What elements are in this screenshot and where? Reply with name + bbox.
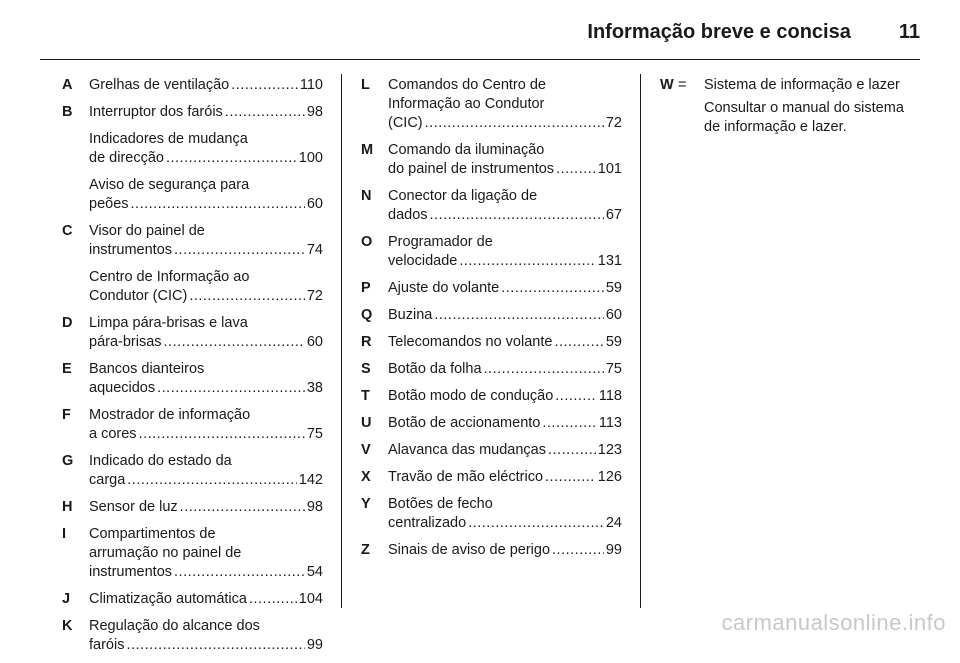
entry-letter: E xyxy=(62,361,72,377)
dot-leader xyxy=(189,287,305,306)
dot-leader xyxy=(434,306,604,325)
legend-entry xyxy=(62,76,323,95)
legend-entry xyxy=(62,452,323,490)
entry-letter: J xyxy=(62,591,71,607)
entry-leader-line xyxy=(89,379,323,398)
entry-letter: I xyxy=(62,526,67,542)
dot-leader xyxy=(249,590,297,609)
page-reference: 142 xyxy=(298,472,323,488)
entry-body xyxy=(89,176,323,214)
page-reference: 131 xyxy=(597,253,622,269)
entry-body xyxy=(89,360,323,398)
entry-body xyxy=(89,222,323,260)
dot-leader xyxy=(545,468,596,487)
legend-entry xyxy=(62,406,323,444)
entry-leader-line xyxy=(89,636,323,655)
entry-body xyxy=(388,333,622,352)
dot-leader xyxy=(484,360,604,379)
legend-column-1 xyxy=(62,76,323,663)
entry-body xyxy=(388,187,622,225)
page-reference: 54 xyxy=(306,564,323,580)
entry-label: Buzina xyxy=(388,307,433,323)
entry-leader-line xyxy=(89,471,323,490)
entry-body xyxy=(388,306,622,325)
entry-leader-line xyxy=(388,279,622,298)
entry-label: Interruptor dos faróis xyxy=(89,104,223,120)
entry-letter: T xyxy=(361,388,370,404)
entry-body xyxy=(89,452,323,490)
entry-letter: N xyxy=(361,188,372,204)
entry-label: instrumentos xyxy=(89,564,173,580)
entry-label: (CIC) xyxy=(388,115,423,131)
entry-leader-line xyxy=(89,425,323,444)
entry-text-line: Mostrador de informação xyxy=(89,407,251,423)
entry-text-line: Aviso de segurança para xyxy=(89,177,250,193)
entry-body xyxy=(388,387,622,406)
entry-leader-line xyxy=(388,306,622,325)
legend-column-2 xyxy=(361,76,622,568)
entry-body xyxy=(89,525,323,582)
legend-entry xyxy=(361,541,622,560)
dot-leader xyxy=(548,441,596,460)
entry-text-line: Programador de xyxy=(388,234,493,250)
page-reference: 113 xyxy=(598,415,622,431)
entry-text-line: Bancos dianteiros xyxy=(89,361,205,377)
dot-leader xyxy=(430,206,604,225)
legend-entry xyxy=(62,360,323,398)
entry-leader-line xyxy=(388,160,622,179)
entry-leader-line xyxy=(89,498,323,517)
page-reference: 60 xyxy=(306,196,323,212)
entry-leader-line xyxy=(388,387,622,406)
entry-letter: P xyxy=(361,280,371,296)
dot-leader xyxy=(552,541,604,560)
entry-body xyxy=(388,360,622,379)
legend-entry xyxy=(361,495,622,533)
entry-letter: W xyxy=(660,77,674,93)
entry-body xyxy=(89,314,323,352)
entry-label: Botão da folha xyxy=(388,361,482,377)
dot-leader xyxy=(157,379,305,398)
page-title: Informação breve e concisa xyxy=(587,20,851,43)
entry-label: dados xyxy=(388,207,428,223)
page-reference: 101 xyxy=(597,161,622,177)
entry-body xyxy=(388,541,622,560)
entry-leader-line xyxy=(89,333,323,352)
entry-text-line: Comando da iluminação xyxy=(388,142,545,158)
legend-entry xyxy=(361,76,622,133)
legend-entry xyxy=(62,617,323,655)
dot-leader xyxy=(131,195,305,214)
page-reference: 75 xyxy=(306,426,323,442)
page-reference: 59 xyxy=(605,280,622,296)
legend-entry xyxy=(62,525,323,582)
dot-leader xyxy=(425,114,604,133)
dot-leader xyxy=(555,387,597,406)
entry-text-line: Informação ao Condutor xyxy=(388,96,545,112)
page-reference: 74 xyxy=(306,242,323,258)
legend-entry xyxy=(361,141,622,179)
entry-leader-line xyxy=(388,333,622,352)
legend-entry xyxy=(62,130,323,168)
dot-leader xyxy=(459,252,595,271)
entry-label: a cores xyxy=(89,426,137,442)
entry-description: Consultar o manual do sistema de informação e lazer. xyxy=(704,100,904,135)
entry-letter: K xyxy=(62,618,73,634)
entry-leader-line xyxy=(89,76,323,95)
dot-leader xyxy=(166,149,297,168)
page-reference: 60 xyxy=(605,307,622,323)
entry-text-line: Botões de fecho xyxy=(388,496,493,512)
entry-label: faróis xyxy=(89,637,125,653)
dot-leader xyxy=(126,636,304,655)
entry-body xyxy=(388,233,622,271)
page-reference: 126 xyxy=(597,469,622,485)
legend-entry xyxy=(361,187,622,225)
entry-body xyxy=(388,279,622,298)
entry-label: Botão de accionamento xyxy=(388,415,541,431)
page-reference: 72 xyxy=(306,288,323,304)
entry-leader-line xyxy=(89,590,323,609)
page-reference: 72 xyxy=(605,115,622,131)
dot-leader xyxy=(174,563,305,582)
entry-label: centralizado xyxy=(388,515,467,531)
dot-leader xyxy=(554,333,603,352)
entry-label: do painel de instrumentos xyxy=(388,161,555,177)
entry-letter: M xyxy=(361,142,374,158)
page-reference: 75 xyxy=(605,361,622,377)
entry-leader-line xyxy=(388,114,622,133)
entry-body xyxy=(89,103,323,122)
entry-text-line: Centro de Informação ao xyxy=(89,269,250,285)
entry-leader-line xyxy=(388,252,622,271)
dot-leader xyxy=(501,279,604,298)
dot-leader xyxy=(180,498,305,517)
entry-letter: Q xyxy=(361,307,373,323)
entry-letter xyxy=(62,130,89,168)
entry-label: Climatização automática xyxy=(89,591,247,607)
legend-entry xyxy=(361,468,622,487)
entry-label: Condutor (CIC) xyxy=(89,288,188,304)
page-reference: 59 xyxy=(605,334,622,350)
entry-body xyxy=(89,406,323,444)
dot-leader xyxy=(139,425,305,444)
entry-letter xyxy=(62,268,89,306)
entry-letter: A xyxy=(62,77,73,93)
dot-leader xyxy=(542,414,597,433)
entry-label: Ajuste do volante xyxy=(388,280,500,296)
legend-entry xyxy=(62,314,323,352)
entry-letter: R xyxy=(361,334,372,350)
legend-entry xyxy=(62,222,323,260)
entry-label: Telecomandos no volante xyxy=(388,334,553,350)
entry-text-line: Indicadores de mudança xyxy=(89,131,248,147)
legend-entry xyxy=(361,233,622,271)
entry-letter: Z xyxy=(361,542,370,558)
entry-leader-line xyxy=(388,414,622,433)
dot-leader xyxy=(164,333,305,352)
dot-leader xyxy=(556,160,596,179)
entry-body xyxy=(89,498,323,517)
entry-leader-line xyxy=(89,563,323,582)
entry-text-line: Regulação do alcance dos xyxy=(89,618,260,634)
entry-letter xyxy=(62,176,89,214)
page-reference: 24 xyxy=(605,515,622,531)
legend-entry xyxy=(62,176,323,214)
page-number: 11 xyxy=(898,20,920,43)
entry-text-line: arrumação no painel de xyxy=(89,545,242,561)
page-header xyxy=(587,14,920,50)
entry-label: Grelhas de ventilação xyxy=(89,77,230,93)
legend-entry xyxy=(361,360,622,379)
entry-leader-line xyxy=(89,103,323,122)
page-reference: 118 xyxy=(598,388,622,404)
legend-entry xyxy=(361,387,622,406)
entry-letter: L xyxy=(361,77,370,93)
entry-label: aquecidos xyxy=(89,380,156,396)
entry-body xyxy=(89,617,323,655)
entry-leader-line xyxy=(388,468,622,487)
legend-entry xyxy=(361,414,622,433)
dot-leader xyxy=(225,103,305,122)
entry-body xyxy=(388,441,622,460)
legend-entry xyxy=(62,498,323,517)
entry-label: peões xyxy=(89,196,129,212)
entry-letter: B xyxy=(62,104,73,120)
page-reference: 99 xyxy=(605,542,622,558)
entry-label: Alavanca das mudanças xyxy=(388,442,546,458)
dot-leader xyxy=(174,241,305,260)
entry-leader-line xyxy=(388,514,622,533)
entry-letter: G xyxy=(62,453,74,469)
legend-entry xyxy=(361,279,622,298)
page-reference: 38 xyxy=(306,380,323,396)
entry-label: velocidade xyxy=(388,253,458,269)
entry-body xyxy=(388,414,622,433)
watermark: carmanualsonline.info xyxy=(721,610,946,635)
entry-letter: U xyxy=(361,415,372,431)
entry-body xyxy=(388,468,622,487)
entry-body xyxy=(388,76,622,133)
entry-leader-line xyxy=(388,206,622,225)
entry-label: carga xyxy=(89,472,126,488)
dot-leader xyxy=(127,471,297,490)
entry-label: Botão modo de condução xyxy=(388,388,554,404)
page-reference: 99 xyxy=(306,637,323,653)
entry-leader-line xyxy=(89,241,323,260)
legend-column-3 xyxy=(660,76,920,137)
legend-entry xyxy=(361,441,622,460)
entry-text-line: Indicado do estado da xyxy=(89,453,232,469)
page-reference: 110 xyxy=(299,77,323,93)
entry-label: Sinais de aviso de perigo xyxy=(388,542,551,558)
entry-label: de direcção xyxy=(89,150,164,166)
entry-body xyxy=(89,76,323,95)
entry-leader-line xyxy=(388,360,622,379)
page-reference: 104 xyxy=(298,591,323,607)
entry-text-line: Compartimentos de xyxy=(89,526,216,542)
entry-letter: C xyxy=(62,223,73,239)
entry-text-line: Visor do painel de xyxy=(89,223,205,239)
entry-letter: H xyxy=(62,499,73,515)
entry-body xyxy=(388,141,622,179)
column-divider-2 xyxy=(640,74,641,608)
entry-title: Sistema de informação e lazer xyxy=(704,77,900,93)
entry-label: Travão de mão eléctrico xyxy=(388,469,544,485)
header-rule xyxy=(40,59,920,60)
entry-body xyxy=(89,268,323,306)
entry-leader-line xyxy=(89,149,323,168)
page-reference: 60 xyxy=(306,334,323,350)
entry-label: pára-brisas xyxy=(89,334,162,350)
entry-letter: F xyxy=(62,407,71,423)
entry-label: Sensor de luz xyxy=(89,499,178,515)
legend-entry xyxy=(361,333,622,352)
equals-sign: = xyxy=(678,77,687,93)
entry-leader-line xyxy=(89,195,323,214)
legend-entry xyxy=(62,268,323,306)
page-reference: 98 xyxy=(306,499,323,515)
column-divider-1 xyxy=(341,74,342,608)
legend-entry xyxy=(62,103,323,122)
entry-body xyxy=(388,495,622,533)
entry-text-line: Comandos do Centro de xyxy=(388,77,546,93)
legend-entry xyxy=(361,306,622,325)
page-reference: 98 xyxy=(306,104,323,120)
dot-leader xyxy=(468,514,604,533)
entry-text-line: Conector da ligação de xyxy=(388,188,538,204)
entry-leader-line xyxy=(89,287,323,306)
page-reference: 100 xyxy=(298,150,323,166)
page-reference: 67 xyxy=(605,207,622,223)
legend-entry-w xyxy=(660,76,920,95)
entry-leader-line xyxy=(388,441,622,460)
entry-leader-line xyxy=(388,541,622,560)
entry-body xyxy=(89,590,323,609)
entry-letter: O xyxy=(361,234,373,250)
entry-letter: V xyxy=(361,442,371,458)
entry-text-line: Limpa pára-brisas e lava xyxy=(89,315,248,331)
entry-letter: D xyxy=(62,315,73,331)
dot-leader xyxy=(231,76,298,95)
legend-entry xyxy=(62,590,323,609)
entry-body xyxy=(89,130,323,168)
entry-letter: Y xyxy=(361,496,371,512)
entry-letter: X xyxy=(361,469,371,485)
entry-letter: S xyxy=(361,361,371,377)
entry-label: instrumentos xyxy=(89,242,173,258)
page-reference: 123 xyxy=(597,442,622,458)
